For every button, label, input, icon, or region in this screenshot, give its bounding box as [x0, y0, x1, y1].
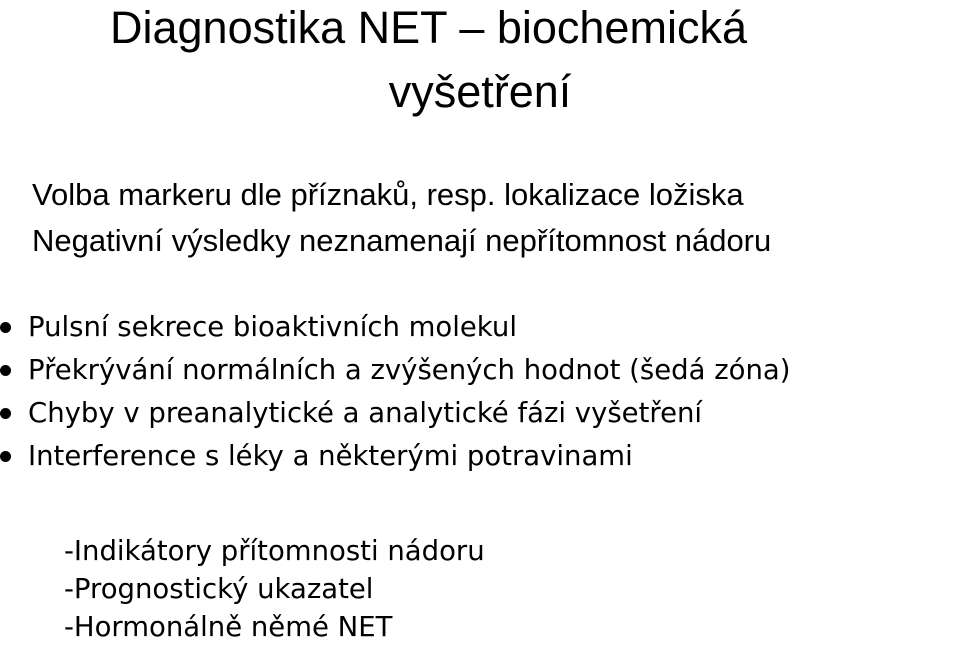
dash-item: -Hormonálně němé NET	[64, 611, 393, 643]
dash-list	[64, 532, 485, 646]
dash-item: -Indikátory přítomnosti nádoru	[64, 535, 485, 567]
bullet-dot-icon	[0, 451, 11, 462]
intro-line: Negativní výsledky neznamenají nepřítomnost nádoru	[32, 223, 772, 258]
bullet-text: Interference s léky a některými potravinami	[28, 440, 633, 472]
bullet-item	[0, 306, 790, 349]
bullet-dot-icon	[0, 365, 11, 376]
title-line-1: Diagnostika NET – biochemická	[110, 2, 747, 53]
bullet-list	[0, 306, 790, 478]
dash-item: -Prognostický ukazatel	[64, 573, 374, 605]
intro-text	[32, 172, 771, 264]
bullet-item	[0, 349, 790, 392]
bullet-dot-icon	[0, 322, 11, 333]
bullet-text: Pulsní sekrece bioaktivních molekul	[28, 311, 517, 343]
bullet-text: Chyby v preanalytické a analytické fázi vyšetření	[28, 397, 703, 429]
bullet-item	[0, 392, 790, 435]
bullet-item	[0, 435, 790, 478]
bullet-text: Překrývání normálních a zvýšených hodnot (šedá zóna)	[28, 354, 791, 386]
intro-line: Volba markeru dle příznaků, resp. lokalizace ložiska	[32, 177, 744, 212]
bullet-dot-icon	[0, 408, 11, 419]
title-line-2: vyšetření	[388, 66, 572, 117]
